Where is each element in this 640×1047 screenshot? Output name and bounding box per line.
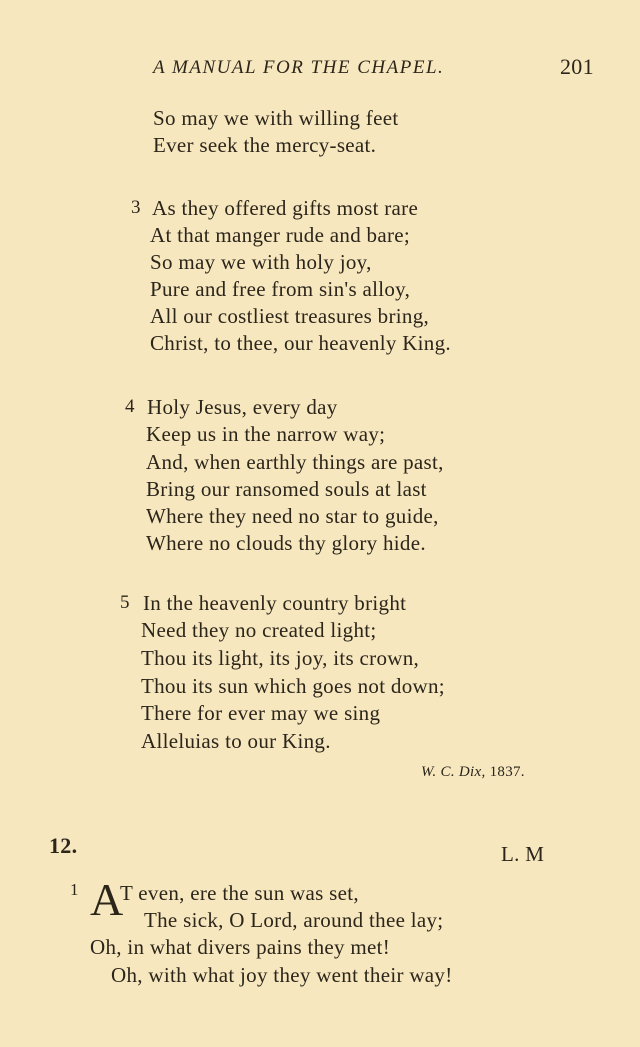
attribution xyxy=(421,760,525,784)
verse-line: And, when earthly things are past, xyxy=(146,450,444,474)
verse-line: Pure and free from sin's alloy, xyxy=(150,277,411,301)
stanza-number: 1 xyxy=(70,880,79,899)
verse-line: In the heavenly country bright xyxy=(143,591,407,615)
stanza-number: 3 xyxy=(131,197,141,218)
verse-line: Christ, to thee, our heavenly King. xyxy=(150,331,451,355)
year: 1837. xyxy=(489,764,525,780)
stanza-number: 4 xyxy=(125,396,135,417)
verse-line: Oh, in what divers pains they met! xyxy=(90,935,391,959)
verse-line: Alleluias to our King. xyxy=(141,729,331,753)
verse-line: There for ever may we sing xyxy=(141,701,381,725)
verse-line: Bring our ransomed souls at last xyxy=(146,477,427,501)
verse-line: The sick, O Lord, around thee lay; xyxy=(144,908,444,932)
stanza-number: 5 xyxy=(120,592,130,613)
author: W. C. Dix, xyxy=(421,764,486,780)
hymn-meter: L. M xyxy=(501,842,545,866)
hymn-number: 12. xyxy=(49,833,78,858)
verse-line: So may we with willing feet xyxy=(153,106,399,130)
verse-line: As they offered gifts most rare xyxy=(152,196,419,220)
verse-line: Where no clouds thy glory hide. xyxy=(146,531,426,555)
drop-cap: A xyxy=(90,874,124,925)
verse-line: Holy Jesus, every day xyxy=(147,395,338,419)
verse-line: Where they need no star to guide, xyxy=(146,504,439,528)
verse-line: Need they no created light; xyxy=(141,618,377,642)
verse-line: All our costliest treasures bring, xyxy=(150,304,430,328)
verse-line: Thou its light, its joy, its crown, xyxy=(141,646,420,670)
page-number: 201 xyxy=(560,54,594,79)
verse-line: At that manger rude and bare; xyxy=(150,223,411,247)
verse-line: T even, ere the sun was set, xyxy=(120,881,359,905)
verse-line: So may we with holy joy, xyxy=(150,250,372,274)
verse-line: Ever seek the mercy-seat. xyxy=(153,133,377,157)
verse-line: Thou its sun which goes not down; xyxy=(141,674,445,698)
verse-line: Keep us in the narrow way; xyxy=(146,422,386,446)
verse-line: Oh, with what joy they went their way! xyxy=(111,963,453,987)
running-title: A MANUAL FOR THE CHAPEL. xyxy=(153,57,445,78)
